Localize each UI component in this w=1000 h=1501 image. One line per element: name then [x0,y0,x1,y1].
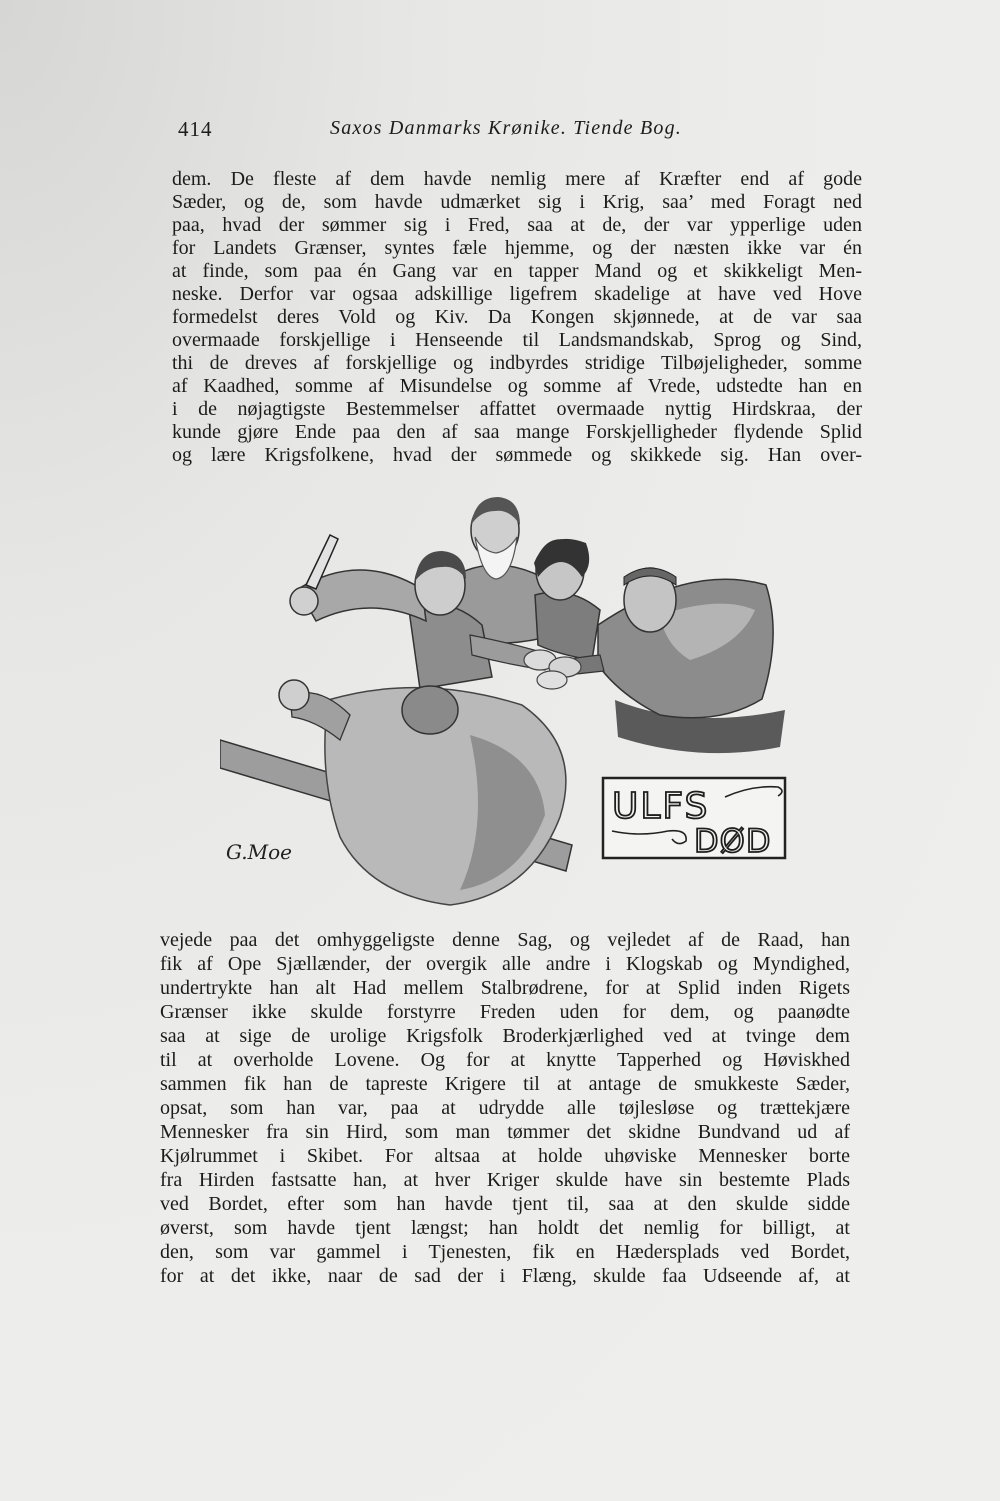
illustration-ulfs-dod [220,485,800,910]
text-line: opsat, som han var, paa at udrydde alle tøjlesløse og trættekjære [160,1097,850,1119]
text-line: i de nøjagtigste Bestemmelser affattet overmaade nyttig Hirdskraa, der [172,398,862,420]
foreground-fist [279,680,309,710]
text-line: overmaade forskjellige i Henseende til Landsmandskab, Sprog og Sind, [172,329,862,351]
text-line: Sæder, og de, som havde udmærket sig i Krig, saa’ med Foragt ned [172,191,862,213]
text-line: Kjølrummet i Skibet. For altsaa at holde uhøviske Mennesker borte [160,1145,850,1167]
text-line: sammen fik han de tapreste Krigere til at antage de smukkeste Sæder, [160,1073,850,1095]
title-text-ulfs: ULFS [612,786,710,827]
top-paragraph [172,168,862,467]
text-line: til at overholde Lovene. Og for at knytte Tapperhed og Høviskhed [160,1049,850,1071]
running-title: Saxos Danmarks Krønike. Tiende Bog. [330,117,682,139]
dagger-fist [290,587,318,615]
text-line: af Kaadhed, somme af Misundelse og somme af Vrede, udstedte han en [172,375,862,397]
page-number: 414 [178,117,213,141]
text-line: øverst, som havde tjent længst; han holdt det nemlig for billigt, at [160,1217,850,1239]
text-line: og lære Krigsfolkene, hvad der sømmede og skikkede sig. Han over- [172,444,862,466]
text-line: at finde, som paa én Gang var en tapper Mand og et skikkeligt Men- [172,260,862,282]
text-line: formedelst deres Vold og Kiv. Da Kongen skjønnede, at de var saa [172,306,862,328]
text-line: den, som var gammel i Tjenesten, fik en Hædersplads ved Bordet, [160,1241,850,1263]
foreground-head [402,686,458,734]
text-line: for at det ikke, naar de sad der i Flæng, skulde faa Udseende af, at [160,1265,850,1287]
text-line: neske. Derfor var ogsaa adskillige ligefrem skadelige at have ved Hove [172,283,862,305]
text-line: fik af Ope Sjællænder, der overgik alle andre i Klogskab og Myndighed, [160,953,850,975]
figure-crowned-man [598,568,773,718]
illustration-drawing [220,485,800,910]
text-line: vejede paa det omhyggeligste denne Sag, og vejledet af de Raad, han [160,929,850,951]
title-frame [603,778,785,860]
text-line: Grænser ikke skulde forstyrre Freden uden for dem, og paanødte [160,1001,850,1023]
text-line: for Landets Grænser, syntes fæle hjemme, og der næsten ikke var én [172,237,862,259]
title-text-dod: DØD [694,822,772,860]
artist-signature: G.Moe [226,840,292,864]
text-line: dem. De fleste af dem havde nemlig mere af Kræfter end af gode [172,168,862,190]
hand [537,671,567,689]
text-line: fra Hirden fastsatte han, at hver Kriger skulde have sin bestemte Plads [160,1169,850,1191]
text-line: saa at sige de urolige Krigsfolk Broderkjærlighed ved at tvinge dem [160,1025,850,1047]
text-line: kunde gjøre Ende paa den af saa mange Forskjelligheder flydende Splid [172,421,862,443]
figure-dagger-man [290,535,492,689]
bottom-paragraph [160,928,850,1288]
figure-dark-haired-man [534,539,600,660]
text-line: Mennesker fra sin Hird, som man tømmer det skidne Bundvand ud af [160,1121,850,1143]
text-line: ved Bordet, efter som han havde tjent til, saa at den skulde sidde [160,1193,850,1215]
text-line: paa, hvad der sømmer sig i Fred, saa at de, der var ypperlige uden [172,214,862,236]
text-line: thi de dreves af forskjellige og indbyrdes stridige Tilbøjeligheder, somme [172,352,862,374]
text-line: undertrykte han alt Had mellem Stalbrødrene, for at Splid inden Rigets [160,977,850,999]
